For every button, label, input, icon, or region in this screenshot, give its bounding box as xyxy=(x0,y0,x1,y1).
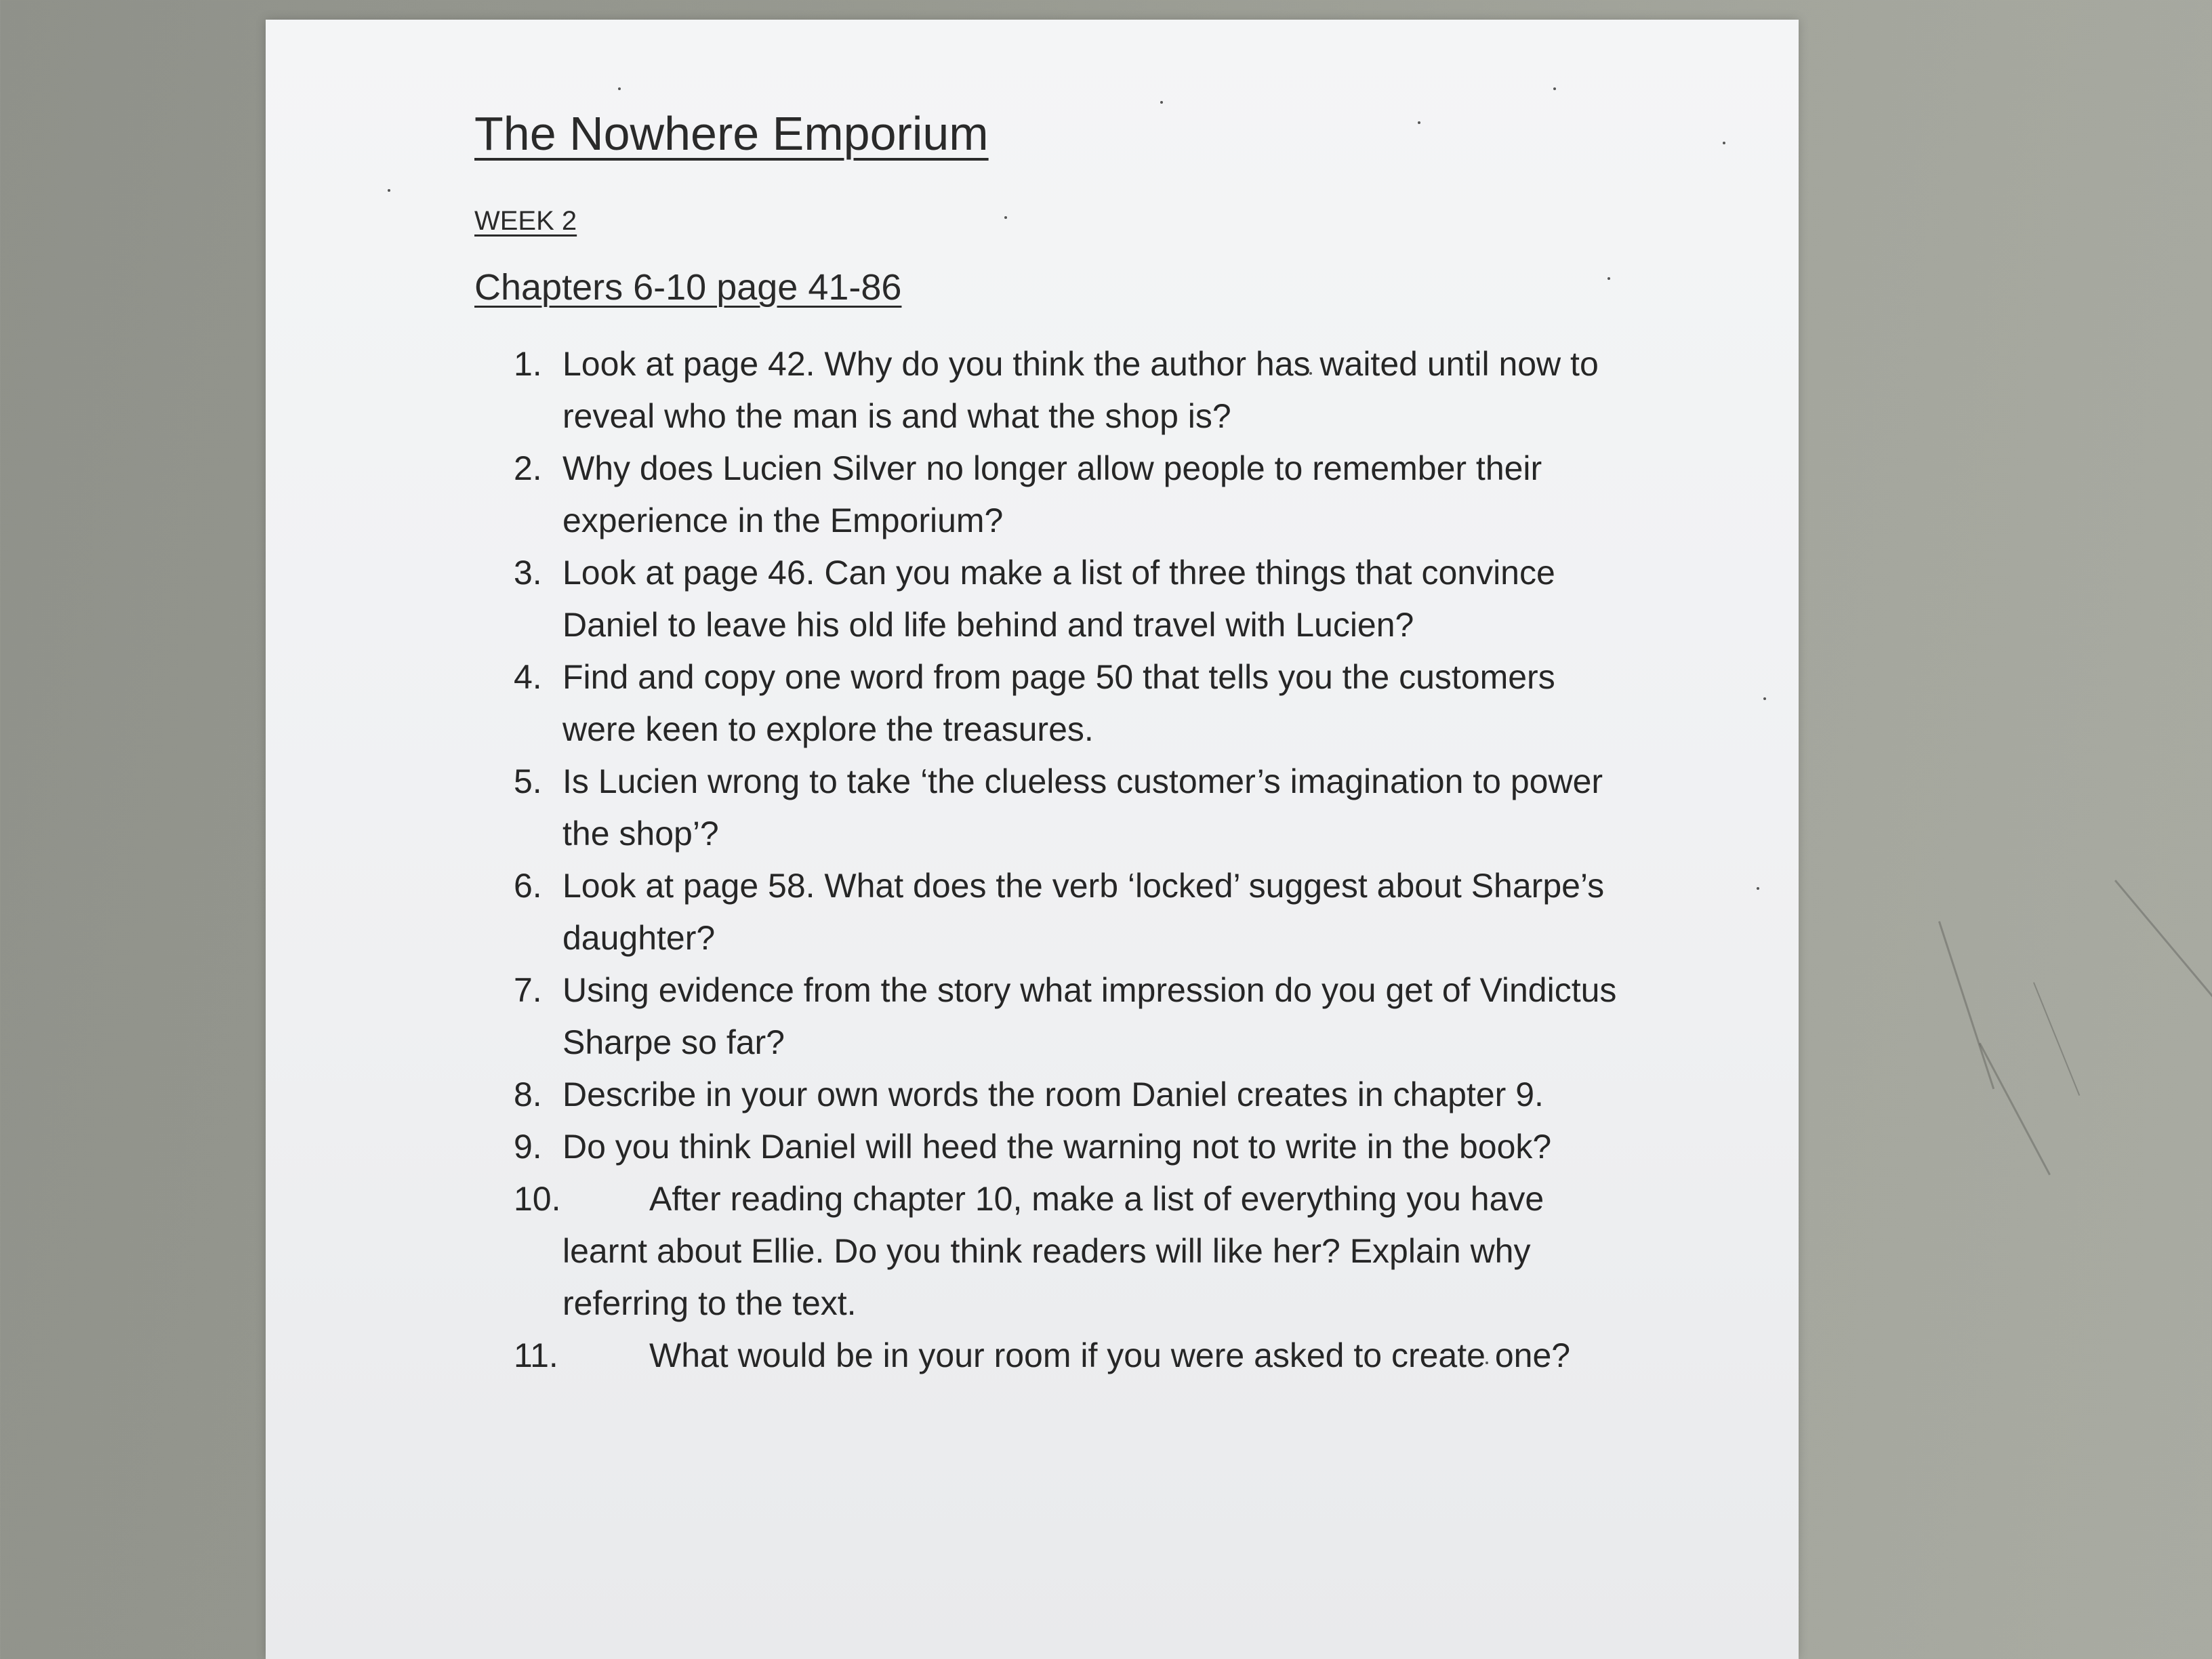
question-text: Look at page 42. Why do you think the author has waited until now to reveal who the man is and what the shop is? xyxy=(562,345,1599,435)
question-text: Do you think Daniel will heed the warning not to write in the book? xyxy=(562,1128,1552,1166)
chapters-label: Chapters 6-10 page 41-86 xyxy=(474,267,902,308)
week-label: WEEK 2 xyxy=(474,206,577,236)
dust-speck xyxy=(1763,697,1766,700)
question-text: Using evidence from the story what impression do you get of Vindictus Sharpe so far? xyxy=(562,971,1617,1061)
question-number: 1. xyxy=(514,345,542,383)
desk-scratch xyxy=(1938,921,1994,1089)
question-list xyxy=(514,338,1625,1382)
question-item xyxy=(514,860,1625,964)
question-item xyxy=(514,1330,1625,1382)
dust-speck xyxy=(1607,277,1610,280)
question-number: 11. xyxy=(514,1336,558,1374)
question-text: Look at page 46. Can you make a list of three things that convince Daniel to leave his old life behind and travel with Lucien? xyxy=(562,554,1555,644)
question-number: 6. xyxy=(514,867,542,905)
question-item xyxy=(514,651,1625,756)
question-number: 10. xyxy=(514,1180,561,1218)
question-item xyxy=(514,964,1625,1069)
dust-speck xyxy=(1757,887,1759,890)
question-number: 8. xyxy=(514,1076,542,1113)
question-text: Look at page 58. What does the verb ‘locked’ suggest about Sharpe’s daughter? xyxy=(562,867,1605,957)
dust-speck xyxy=(1160,101,1163,104)
question-item xyxy=(514,756,1625,860)
desk-scratch xyxy=(2033,982,2080,1096)
question-number: 3. xyxy=(514,554,542,592)
dust-speck xyxy=(1553,87,1556,90)
question-text: Describe in your own words the room Daniel creates in chapter 9. xyxy=(562,1076,1544,1113)
question-item xyxy=(514,547,1625,651)
question-number: 5. xyxy=(514,762,542,800)
question-item xyxy=(514,1121,1625,1173)
dust-speck xyxy=(1723,142,1725,144)
desk-scratch xyxy=(1979,1043,2051,1176)
question-text: Is Lucien wrong to take ‘the clueless customer’s imagination to power the shop’? xyxy=(562,762,1603,853)
question-item xyxy=(514,1069,1625,1121)
question-text: What would be in your room if you were asked to create one? xyxy=(649,1336,1571,1374)
desk-scratch xyxy=(2114,880,2212,1006)
document-title: The Nowhere Emporium xyxy=(474,107,989,160)
question-number: 9. xyxy=(514,1128,542,1166)
question-item xyxy=(514,443,1625,547)
question-item xyxy=(514,1173,1625,1330)
question-number: 2. xyxy=(514,449,542,487)
dust-speck xyxy=(1418,121,1420,124)
question-text: After reading chapter 10, make a list of everything you have learnt about Ellie. Do you think readers will like her? Explain why referring to the text. xyxy=(562,1180,1544,1322)
worksheet-page xyxy=(266,20,1799,1659)
question-number: 4. xyxy=(514,658,542,696)
question-item xyxy=(514,338,1625,443)
question-text: Why does Lucien Silver no longer allow people to remember their experience in the Emporium? xyxy=(562,449,1542,539)
question-number: 7. xyxy=(514,971,542,1009)
dust-speck xyxy=(618,87,621,90)
dust-speck xyxy=(388,189,390,192)
question-text: Find and copy one word from page 50 that tells you the customers were keen to explore the treasures. xyxy=(562,658,1555,748)
dust-speck xyxy=(1004,216,1007,219)
